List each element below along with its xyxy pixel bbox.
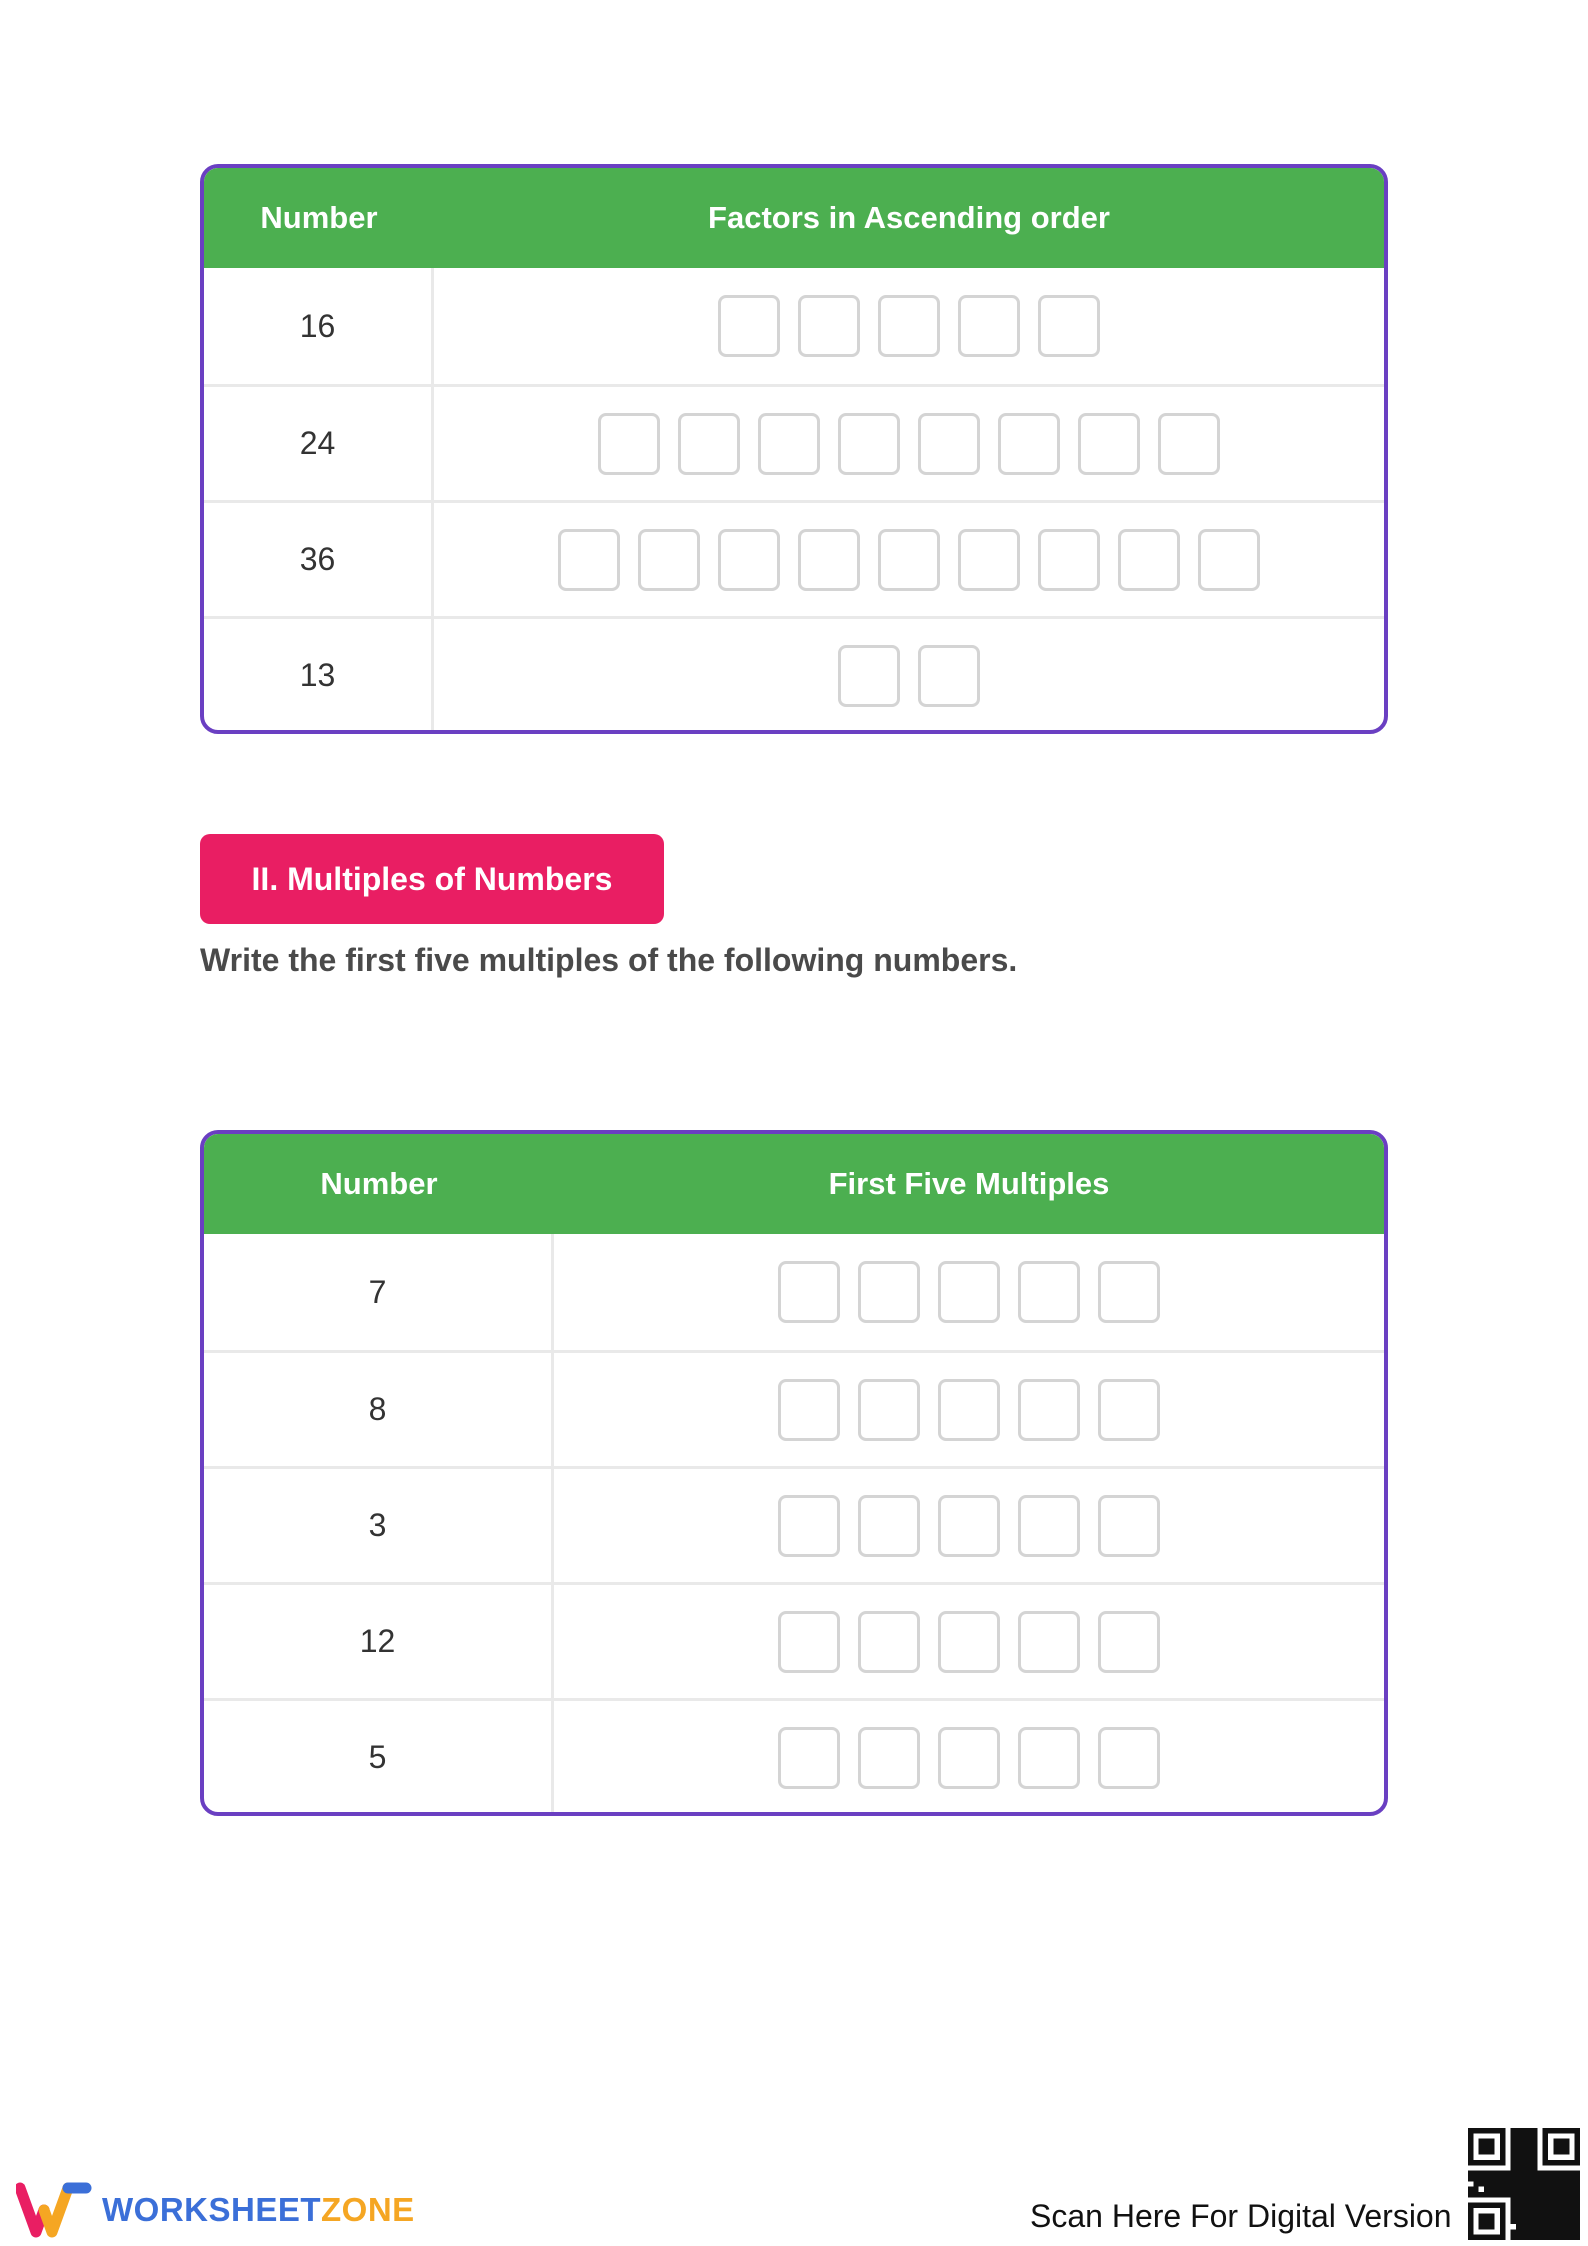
answer-box[interactable] — [958, 529, 1020, 591]
answer-box[interactable] — [858, 1495, 920, 1557]
answer-box[interactable] — [778, 1611, 840, 1673]
row-number: 13 — [204, 619, 434, 732]
table-row — [204, 500, 1384, 616]
answer-box[interactable] — [938, 1379, 1000, 1441]
table-body — [204, 268, 1384, 732]
factors-table — [200, 164, 1388, 734]
answer-box[interactable] — [1098, 1261, 1160, 1323]
qr-code-icon[interactable] — [1468, 2128, 1580, 2240]
answer-box[interactable] — [678, 413, 740, 475]
logo-text-worksheet: WORKSHEET — [102, 2191, 321, 2228]
answer-box[interactable] — [878, 529, 940, 591]
section-title-badge: II. Multiples of Numbers — [200, 834, 664, 924]
table-row — [204, 1234, 1384, 1350]
answer-box[interactable] — [918, 413, 980, 475]
answer-box[interactable] — [1198, 529, 1260, 591]
row-number: 16 — [204, 268, 434, 384]
answer-box[interactable] — [938, 1727, 1000, 1789]
answer-box[interactable] — [1018, 1611, 1080, 1673]
answer-box[interactable] — [1018, 1379, 1080, 1441]
answer-box[interactable] — [1038, 295, 1100, 357]
answer-boxes — [434, 619, 1384, 732]
table-row — [204, 1582, 1384, 1698]
scan-text: Scan Here For Digital Version — [1030, 2198, 1452, 2234]
answer-box[interactable] — [938, 1611, 1000, 1673]
answer-boxes — [554, 1469, 1384, 1582]
row-number: 8 — [204, 1353, 554, 1466]
row-number: 36 — [204, 503, 434, 616]
answer-box[interactable] — [798, 529, 860, 591]
answer-boxes — [554, 1585, 1384, 1698]
row-number: 3 — [204, 1469, 554, 1582]
table-row — [204, 1350, 1384, 1466]
table-row — [204, 1698, 1384, 1814]
header-number: Number — [260, 200, 378, 235]
row-number: 5 — [204, 1701, 554, 1814]
answer-box[interactable] — [1098, 1727, 1160, 1789]
answer-box[interactable] — [718, 529, 780, 591]
answer-box[interactable] — [938, 1495, 1000, 1557]
answer-box[interactable] — [1038, 529, 1100, 591]
header-multiples: First Five Multiples — [828, 1166, 1110, 1201]
answer-box[interactable] — [558, 529, 620, 591]
answer-box[interactable] — [1018, 1727, 1080, 1789]
answer-box[interactable] — [1118, 529, 1180, 591]
table-body — [204, 1234, 1384, 1814]
answer-boxes — [554, 1353, 1384, 1466]
answer-box[interactable] — [858, 1379, 920, 1441]
answer-box[interactable] — [858, 1727, 920, 1789]
answer-boxes — [554, 1701, 1384, 1814]
answer-boxes — [434, 268, 1384, 384]
answer-box[interactable] — [838, 645, 900, 707]
answer-box[interactable] — [798, 295, 860, 357]
answer-box[interactable] — [1158, 413, 1220, 475]
answer-box[interactable] — [1018, 1495, 1080, 1557]
answer-box[interactable] — [778, 1495, 840, 1557]
table-header — [204, 168, 1384, 268]
answer-boxes — [434, 387, 1384, 500]
row-number: 7 — [204, 1234, 554, 1350]
answer-box[interactable] — [778, 1379, 840, 1441]
logo-text-zone: ZONE — [321, 2191, 415, 2228]
answer-box[interactable] — [998, 413, 1060, 475]
header-factors: Factors in Ascending order — [708, 200, 1110, 235]
answer-box[interactable] — [718, 295, 780, 357]
multiples-table — [200, 1130, 1388, 1816]
row-number: 12 — [204, 1585, 554, 1698]
answer-box[interactable] — [758, 413, 820, 475]
answer-box[interactable] — [918, 645, 980, 707]
answer-box[interactable] — [858, 1611, 920, 1673]
answer-box[interactable] — [598, 413, 660, 475]
answer-box[interactable] — [638, 529, 700, 591]
table-header — [204, 1134, 1384, 1234]
answer-box[interactable] — [1078, 413, 1140, 475]
answer-box[interactable] — [958, 295, 1020, 357]
answer-box[interactable] — [1098, 1495, 1160, 1557]
worksheetzone-logo[interactable] — [16, 2180, 415, 2240]
table-row — [204, 384, 1384, 500]
answer-box[interactable] — [778, 1261, 840, 1323]
answer-boxes — [434, 503, 1384, 616]
header-number: Number — [320, 1166, 438, 1201]
answer-box[interactable] — [938, 1261, 1000, 1323]
table-row — [204, 616, 1384, 732]
answer-box[interactable] — [1098, 1379, 1160, 1441]
answer-box[interactable] — [778, 1727, 840, 1789]
row-number: 24 — [204, 387, 434, 500]
w-logo-icon — [16, 2180, 92, 2240]
answer-box[interactable] — [838, 413, 900, 475]
table-row — [204, 268, 1384, 384]
answer-box[interactable] — [1098, 1611, 1160, 1673]
instruction-text: Write the first five multiples of the following numbers. — [200, 942, 1018, 978]
logo-text — [102, 2191, 415, 2229]
table-row — [204, 1466, 1384, 1582]
answer-boxes — [554, 1234, 1384, 1350]
answer-box[interactable] — [858, 1261, 920, 1323]
answer-box[interactable] — [1018, 1261, 1080, 1323]
answer-box[interactable] — [878, 295, 940, 357]
